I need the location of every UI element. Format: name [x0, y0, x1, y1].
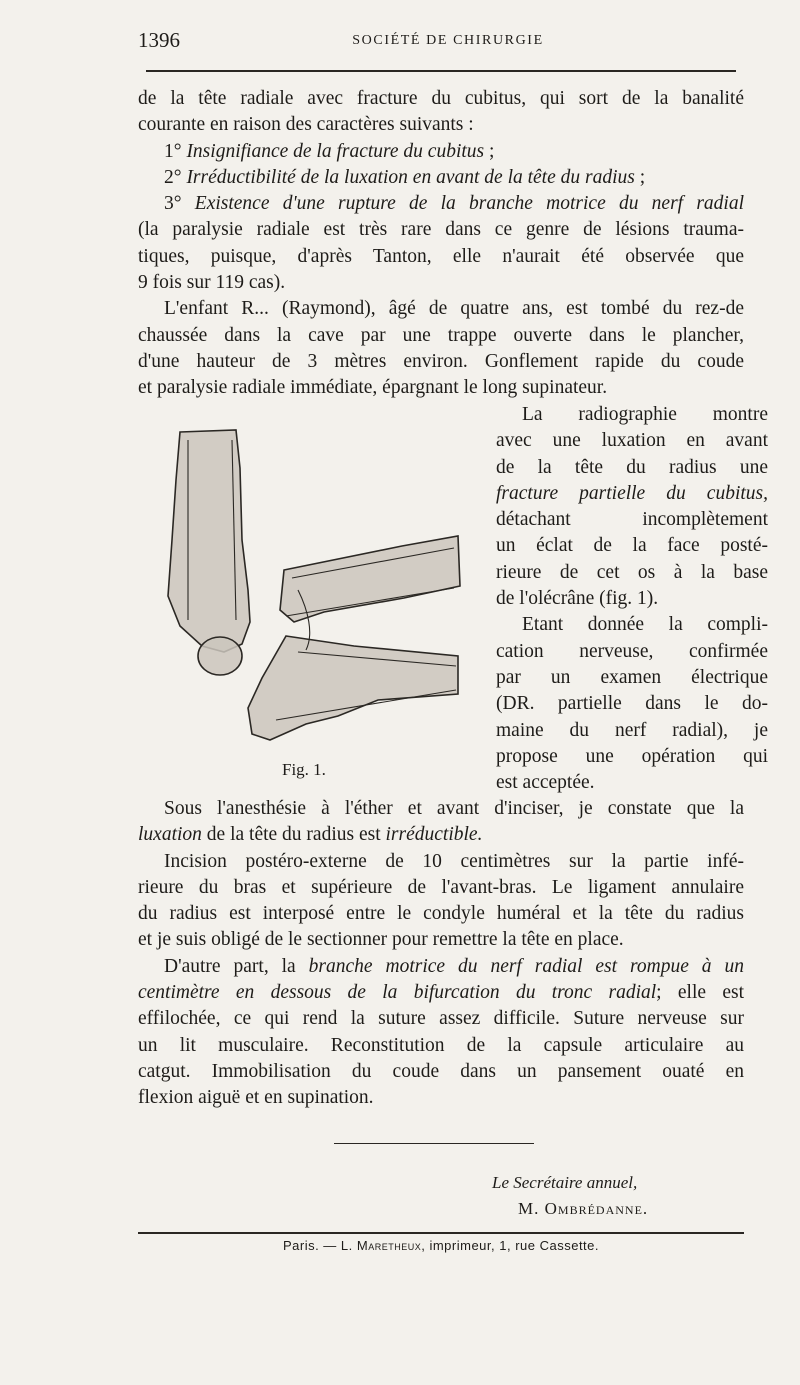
text-run: par un examen électrique: [496, 666, 768, 688]
text-line: [138, 954, 744, 980]
text-line: [496, 612, 768, 638]
text-line: [496, 428, 768, 454]
text-line: [138, 86, 744, 112]
text-run: tiques, puisque, d'après Tanton, elle n'aurait été observée que: [138, 245, 744, 267]
signature-block: [492, 1170, 648, 1222]
text-line: [138, 796, 744, 822]
text-run: chaussée dans la cave par une trappe ouverte dans le plancher,: [138, 324, 744, 346]
text-run: détachant incomplètement: [496, 509, 768, 531]
text-line: [138, 296, 744, 322]
text-run: ;: [484, 140, 495, 162]
text-run: flexion aiguë et en supination.: [138, 1087, 374, 1109]
text-line: [138, 139, 744, 165]
text-line: [138, 191, 744, 217]
text-line: [496, 744, 768, 770]
text-line: [138, 1033, 744, 1059]
printer-imprint: [138, 1238, 744, 1253]
text-line: [138, 217, 744, 243]
secretary-name: M. Ombrédanne.: [518, 1199, 649, 1218]
body-paragraphs-top: [138, 86, 744, 402]
text-line: [496, 560, 768, 586]
text-run: maine du nerf radial), je: [496, 719, 768, 741]
text-line: [138, 165, 744, 191]
text-run: (DR. partielle dans le do-: [496, 693, 768, 715]
header-rule: [146, 70, 736, 72]
text-line: [496, 586, 768, 612]
text-run: de la tête du radius une: [496, 456, 768, 478]
text-line: [138, 901, 744, 927]
text-line: [138, 980, 744, 1006]
text-run: (la paralysie radiale est très rare dans ce genre de lésions trauma-: [138, 219, 744, 241]
text-line: [138, 822, 744, 848]
running-head: SOCIÉTÉ DE CHIRURGIE: [352, 33, 544, 48]
text-run: et je suis obligé de le sectionner pour remettre la tête en place.: [138, 929, 624, 951]
body-paragraphs-bottom: [138, 796, 744, 1112]
radius-shape: [248, 636, 458, 740]
italic-run: Insignifiance de la fracture du cubitus: [186, 140, 485, 162]
text-line: [496, 481, 768, 507]
imprint-suffix: , imprimeur, 1, rue Cassette.: [421, 1238, 600, 1253]
page-number: 1396: [138, 28, 180, 52]
text-run: ; elle est: [656, 982, 744, 1004]
text-run: 1°: [164, 140, 187, 162]
text-run: est acceptée.: [496, 772, 595, 794]
text-run: du radius est interposé entre le condyle huméral et la tête du radius: [138, 903, 744, 925]
text-line: [496, 770, 768, 796]
text-run: Etant donnée la compli-: [522, 614, 768, 636]
text-run: courante en raison des caractères suivants :: [138, 114, 474, 136]
secretary-title: Le Secrétaire annuel,: [492, 1173, 638, 1192]
text-line: [496, 691, 768, 717]
text-line: [138, 112, 744, 138]
text-run: rieure du bras et supérieure de l'avant-bras. Le ligament annulaire: [138, 876, 744, 898]
text-run: d'une hauteur de 3 mètres environ. Gonflement rapide du coude: [138, 350, 744, 372]
humerus-shape: [168, 430, 250, 652]
text-run: 9 fois sur 119 cas).: [138, 272, 286, 294]
text-line: [496, 718, 768, 744]
text-run: L'enfant R... (Raymond), âgé de quatre ans, est tombé du rez-de: [164, 298, 744, 320]
italic-run: centimètre en dessous de la bifurcation du tronc radial: [138, 982, 657, 1004]
text-run: Incision postéro-externe de 10 centimètres sur la partie infé-: [164, 850, 744, 872]
elbow-radiograph-drawing: [158, 420, 470, 750]
text-run: Sous l'anesthésie à l'éther et avant d'inciser, je constate que la: [164, 798, 744, 819]
text-run: D'autre part, la: [164, 955, 309, 977]
text-line: [496, 507, 768, 533]
text-run: et paralysie radiale immédiate, épargnant le long supinateur.: [138, 377, 608, 399]
italic-run: Irréductibilité de la luxation en avant de la tête du radius: [186, 166, 635, 188]
text-run: propose une opération qui: [496, 745, 768, 767]
footer-rule: [138, 1232, 744, 1234]
italic-run: Existence d'une rupture de la branche motrice du nerf radial: [194, 193, 744, 215]
italic-run: fracture partielle du cubitus,: [496, 482, 768, 504]
page-header: [138, 28, 758, 56]
italic-run: irréductible.: [385, 824, 483, 846]
text-run: catgut. Immobilisation du coude dans un pansement ouaté en: [138, 1060, 744, 1082]
italic-run: branche motrice du nerf radial est rompue à un: [308, 955, 744, 977]
text-line: [496, 455, 768, 481]
text-run: ;: [634, 166, 646, 188]
text-run: cation nerveuse, confirmée: [496, 640, 768, 662]
text-line: [138, 349, 744, 375]
wrapped-paragraphs: [496, 402, 768, 796]
text-run: rieure de cet os à la base: [496, 561, 768, 583]
radius-head-shape: [198, 637, 242, 675]
text-line: [138, 244, 744, 270]
text-run: un éclat de la face posté-: [496, 535, 768, 557]
imprint-prefix: Paris. — L.: [282, 1238, 357, 1253]
text-run: avec une luxation en avant: [496, 430, 768, 452]
text-line: [138, 1059, 744, 1085]
text-line: [496, 639, 768, 665]
text-run: de la tête du radius est: [201, 824, 386, 846]
text-run: La radiographie montre: [522, 404, 768, 425]
text-run: de l'olécrâne (fig. 1).: [496, 588, 659, 610]
text-line: [496, 533, 768, 559]
italic-run: luxation: [138, 824, 202, 846]
text-line: [138, 849, 744, 875]
text-line: [138, 1006, 744, 1032]
text-line: [496, 665, 768, 691]
text-line: [496, 402, 768, 428]
text-line: [138, 1085, 744, 1111]
printer-name: Maretheux: [356, 1238, 422, 1253]
text-line: [138, 875, 744, 901]
text-run: de la tête radiale avec fracture du cubitus, qui sort de la banalité: [138, 88, 744, 109]
text-run: effilochée, ce qui rend la suture assez difficile. Suture nerveuse sur: [138, 1008, 744, 1030]
text-line: [138, 270, 744, 296]
figure-1: [158, 420, 470, 790]
text-run: un lit musculaire. Reconstitution de la capsule articulaire au: [138, 1034, 744, 1056]
text-run: 3°: [164, 193, 195, 215]
ulna-shape: [280, 536, 460, 622]
text-line: [138, 927, 744, 953]
text-line: [138, 375, 744, 401]
closing-rule: [334, 1143, 534, 1144]
text-line: [138, 323, 744, 349]
text-run: 2°: [164, 166, 187, 188]
figure-caption: Fig. 1.: [282, 760, 326, 779]
